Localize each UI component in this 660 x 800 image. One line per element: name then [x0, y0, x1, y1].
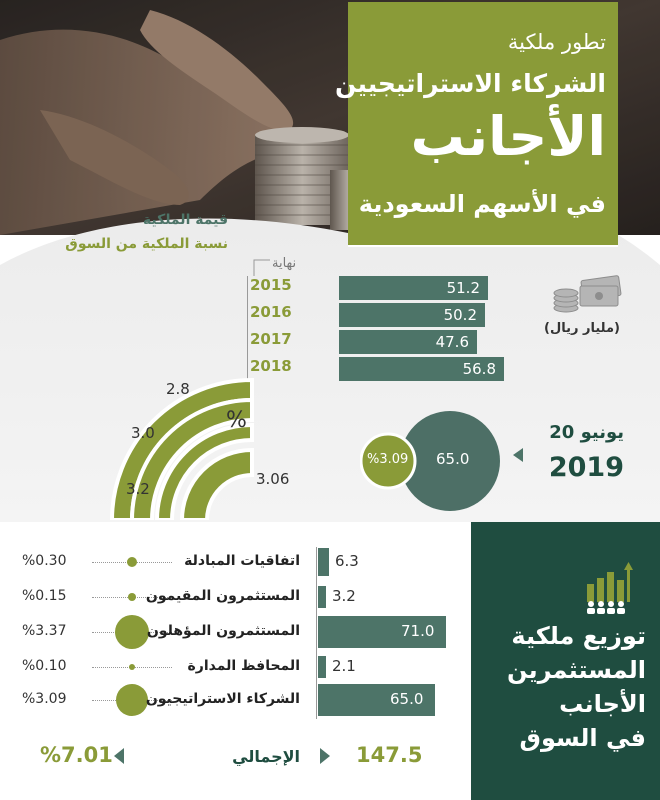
- distribution-value: 71.0: [401, 622, 435, 640]
- year-2016: 2016: [250, 303, 292, 321]
- june-share: %3.09: [367, 452, 409, 467]
- june-value: 65.0: [436, 450, 470, 468]
- title-line-3: الأجانب: [410, 105, 606, 168]
- share-label: %0.15: [22, 588, 67, 604]
- arc-label-3.2: 3.2: [126, 480, 150, 498]
- share-label: %0.10: [22, 658, 67, 674]
- category-label: الشركاء الاستراتيجيون: [145, 691, 300, 707]
- year-2017: 2017: [250, 330, 292, 348]
- money-icon: [552, 272, 624, 316]
- arc-label-3.0: 3.0: [131, 424, 155, 442]
- category-label: المستثمرون المقيمون: [145, 588, 300, 604]
- title-line-4: في الأسهم السعودية: [358, 190, 606, 218]
- distribution-value: 3.2: [332, 587, 356, 605]
- distribution-title-3: الأجانب: [559, 690, 646, 718]
- year-2018: 2018: [250, 357, 292, 375]
- share-label: %3.09: [22, 691, 67, 707]
- distribution-axis: [316, 547, 317, 719]
- year-2015: 2015: [250, 276, 292, 294]
- june-year: 2019: [548, 452, 624, 483]
- distribution-title-4: في السوق: [519, 724, 646, 752]
- title-line-1: تطور ملكية: [507, 30, 606, 54]
- total-value: 147.5: [356, 743, 423, 767]
- value-bar-label: 56.8: [462, 360, 496, 378]
- share-label: %0.30: [22, 553, 67, 569]
- category-label: اتفاقيات المبادلة: [184, 553, 300, 569]
- distribution-bar: [318, 548, 329, 576]
- distribution-title-2: المستثمرين: [507, 656, 646, 684]
- june-pointer-icon: [511, 446, 525, 464]
- distribution-title-1: توزيع ملكية: [511, 622, 646, 650]
- unit-label: (مليار ريال): [544, 321, 620, 336]
- june-date: 20 يونيو: [549, 422, 624, 443]
- value-bar-2015: [339, 276, 488, 300]
- legend-value-label: قيمة الملكية: [142, 212, 228, 228]
- distribution-title-box: [471, 522, 660, 800]
- distribution-bar: [318, 586, 326, 608]
- growth-chart-icon: [585, 562, 635, 614]
- distribution-value: 6.3: [335, 552, 359, 570]
- percent-symbol: %: [226, 408, 247, 433]
- distribution-bar: [318, 656, 326, 678]
- distribution-value: 65.0: [390, 690, 424, 708]
- share-dot: [115, 615, 149, 649]
- total-label: الإجمالي: [232, 747, 300, 766]
- total-share: %7.01: [40, 743, 113, 767]
- legend-share-label: نسبة الملكية من السوق: [65, 236, 228, 252]
- share-dot: [129, 664, 135, 670]
- share-dot: [127, 557, 137, 567]
- end-label: نهاية: [272, 256, 297, 271]
- share-dot: [116, 684, 148, 716]
- value-bar-2018: [339, 357, 504, 381]
- value-bar-label: 50.2: [443, 306, 477, 324]
- share-label: %3.37: [22, 623, 67, 639]
- value-bar-label: 51.2: [446, 279, 480, 297]
- total-value-pointer-icon: [318, 746, 332, 766]
- title-line-2: الشركاء الاستراتيجيين: [335, 69, 606, 98]
- value-bar-2017: [339, 330, 477, 354]
- value-bar-2016: [339, 303, 485, 327]
- distribution-value: 2.1: [332, 657, 356, 675]
- category-label: المحافظ المدارة: [187, 658, 300, 674]
- arc-label-2.8: 2.8: [166, 380, 190, 398]
- arc-label-3.06: 3.06: [256, 470, 290, 488]
- share-dot: [128, 593, 136, 601]
- total-share-pointer-icon: [112, 746, 126, 766]
- category-label: المستثمرون المؤهلون: [146, 623, 300, 639]
- value-bar-label: 47.6: [435, 333, 469, 351]
